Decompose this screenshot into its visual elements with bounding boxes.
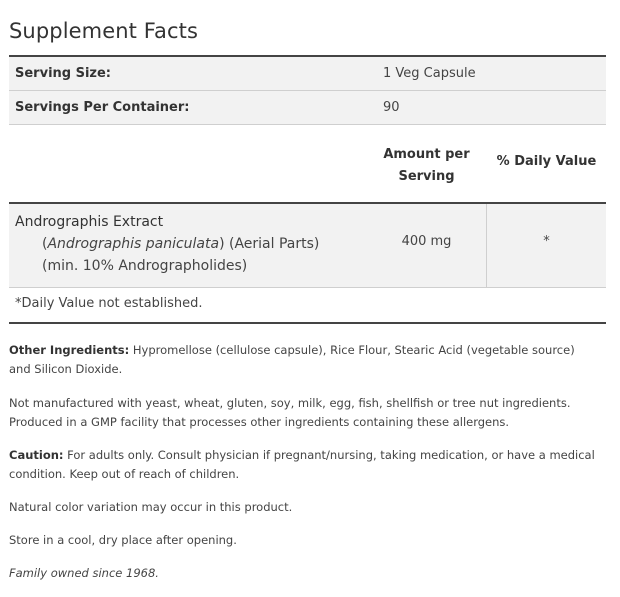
caution-label: Caution: [9,448,64,462]
serving-size-label: Serving Size: [15,66,112,81]
footnote: *Daily Value not established. [15,296,203,311]
amount-header-line1: Amount per [383,147,470,162]
ingredient-name: Andrographis Extract [15,214,164,230]
footnote-row [9,288,606,322]
daily-value-header: % Daily Value [496,154,597,169]
serving-size-row [9,57,606,90]
servings-per-container-value: 90 [383,100,400,115]
other-ingredients [9,341,599,379]
servings-per-container-row [9,91,606,124]
botanical-name: Andrographis paniculata [47,236,220,252]
caution-text: For adults only. Consult physician if pregnant/nursing, taking medication, or have a medical condition. Keep out of reach of children. [9,448,595,481]
color-variation-note: Natural color variation may occur in this product. [9,500,293,514]
other-ingredients-text: Hypromellose (cellulose capsule), Rice Flour, Stearic Acid (vegetable source) and Silicon Dioxide. [9,343,575,376]
caution-statement [9,446,599,484]
ingredient-details [42,233,319,277]
amount-header-line2: Serving [398,169,455,184]
bottom-rule [9,322,606,324]
table-header [9,125,606,202]
other-ingredients-label: Other Ingredients: [9,343,130,357]
family-owned-note: Family owned since 1968. [9,566,159,580]
serving-size-value: 1 Veg Capsule [383,66,476,81]
allergen-statement: Not manufactured with yeast, wheat, gluten, soy, milk, egg, fish, shellfish or tree nut ingredients. Produced in a GMP facility that processes other ingredients containing these allergens. [9,396,571,429]
ingredient-amount: 400 mg [401,234,452,249]
page-title: Supplement Facts [9,19,198,43]
ingredient-row [9,204,606,287]
amount-per-serving-header [369,144,484,188]
storage-note: Store in a cool, dry place after opening. [9,533,237,547]
supplement-facts-table [9,55,606,324]
ingredient-standardization: (min. 10% Andrographolides) [42,258,248,274]
servings-per-container-label: Servings Per Container: [15,100,190,115]
ingredient-botanical: (Andrographis paniculata) (Aerial Parts) [42,236,320,252]
ingredient-daily-value: * [543,234,550,249]
